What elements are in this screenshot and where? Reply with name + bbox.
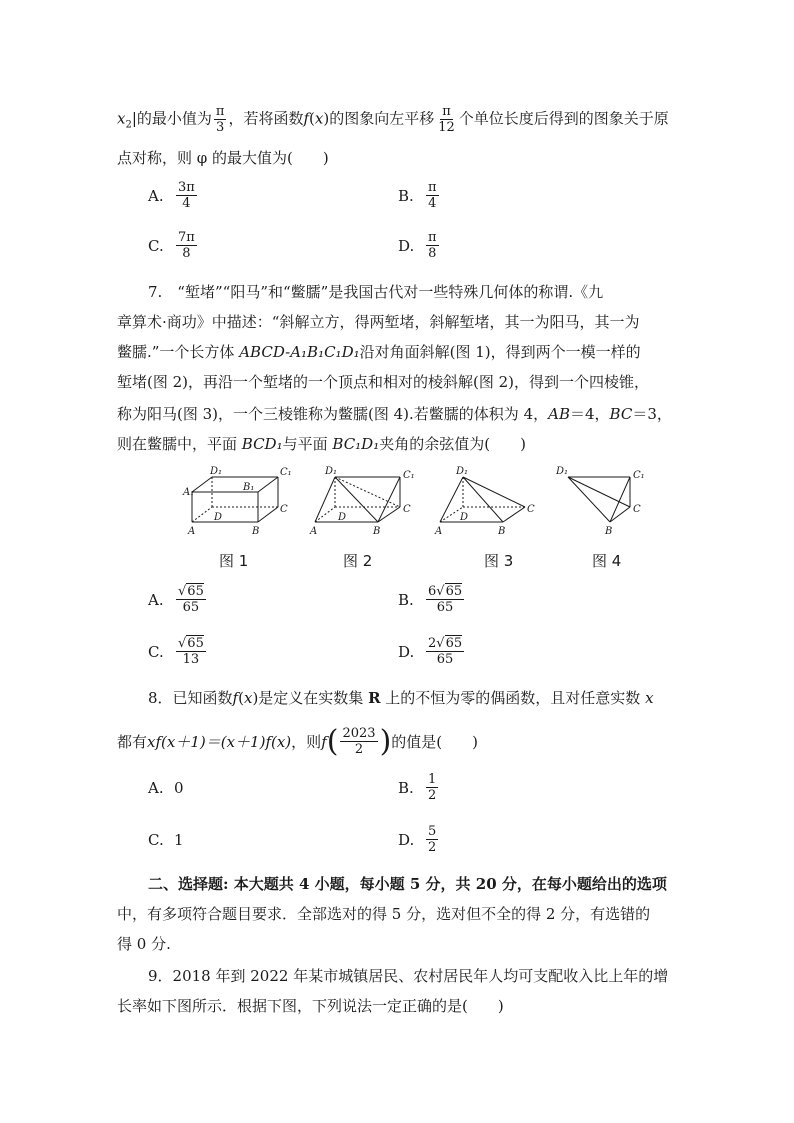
- text: ＝4，: [569, 405, 610, 423]
- radicand: 65: [445, 636, 463, 651]
- math-var: x: [243, 689, 253, 707]
- text: 与平面: [282, 435, 333, 453]
- fraction-den: 13: [182, 652, 200, 667]
- figure-caption-2: 图 2: [343, 552, 373, 570]
- q7-line-1: 7. “堑堵”“阳马”和“鳖臑”是我国古代对一些特殊几何体的称谓.《九: [148, 283, 604, 301]
- q7-option-c[interactable]: [148, 636, 208, 667]
- label-d: D: [338, 512, 347, 523]
- fraction: [176, 636, 206, 667]
- fraction-den: 65: [436, 652, 454, 667]
- figure-1: [192, 477, 278, 522]
- math-sub: 2: [125, 119, 132, 131]
- text: 都有: [117, 732, 148, 751]
- q9-line-1: 9．2018 年到 2022 年某市城镇居民、农村居民年人均可支配收入比上年的增: [148, 967, 669, 985]
- label-a: A: [435, 526, 443, 537]
- option-label: B.: [398, 778, 414, 797]
- label-c1: C₁: [633, 470, 645, 481]
- text: ，则: [291, 732, 322, 751]
- fraction-den: 65: [436, 600, 454, 615]
- fraction-num: π: [428, 180, 437, 195]
- option-label: D.: [398, 642, 415, 661]
- option-label: D.: [398, 236, 415, 255]
- fraction: [340, 726, 377, 757]
- text: |的最小值为: [131, 109, 212, 128]
- fraction-den: 4: [428, 196, 437, 211]
- q6-option-c[interactable]: [148, 230, 199, 261]
- fraction-den: 4: [182, 196, 191, 211]
- math-expr: xf(x＋1)＝(x＋1)f(x): [147, 732, 292, 751]
- option-label: C.: [148, 642, 164, 661]
- section2-line-1: [148, 874, 667, 894]
- fraction-den: 2: [428, 788, 437, 803]
- section-title: 二、选择题:: [148, 875, 229, 893]
- q7-line-2: 章算术·商功》中描述：“斜解立方，得两堑堵，斜解堑堵，其一为阳马，其一为: [117, 313, 640, 331]
- label-b: B: [605, 526, 613, 537]
- fraction: [426, 824, 438, 855]
- option-label: C.: [148, 236, 164, 255]
- label-d1: D₁: [556, 466, 569, 477]
- text: 称为阳马(图 3)，一个三棱锥称为鳖臑(图 4).若鳖臑的体积为 4，: [117, 405, 549, 423]
- q7-option-b[interactable]: [398, 584, 466, 615]
- fraction-den: 8: [182, 246, 191, 261]
- figure-2: [315, 477, 400, 522]
- text: 上的不恒为零的偶函数，且对任意实数: [380, 689, 646, 707]
- text: 则在鳖臑中，平面: [117, 435, 242, 453]
- fraction-num: √65: [178, 584, 204, 599]
- fraction-den: 65: [182, 600, 200, 615]
- label-a: A: [188, 526, 196, 537]
- q7-line-6: [117, 434, 526, 454]
- math-var: x: [314, 109, 324, 128]
- q8-option-c[interactable]: [148, 830, 184, 850]
- math-var: f: [321, 732, 327, 751]
- q8-option-d[interactable]: [398, 824, 440, 855]
- figure-caption-1: 图 1: [219, 552, 249, 570]
- figure-caption-3: 图 3: [484, 552, 514, 570]
- label-b: B: [252, 526, 260, 537]
- text: 个单位长度后得到的图象关于原: [458, 109, 669, 128]
- text: )的图象向左平移: [323, 109, 435, 128]
- fraction-den: 12: [438, 120, 455, 135]
- q6-option-b[interactable]: [398, 180, 441, 211]
- label-b: B: [373, 526, 381, 537]
- section-text: 在每小题给出的选项: [531, 875, 667, 893]
- q7-line-3: [117, 342, 641, 362]
- fraction-den: 8: [428, 246, 437, 261]
- label-c1: C₁: [280, 467, 292, 478]
- fraction: [426, 584, 464, 615]
- label-c: C: [633, 504, 641, 515]
- radicand: 65: [187, 584, 204, 599]
- fraction: [176, 584, 206, 615]
- fraction: [176, 230, 197, 261]
- fraction: [436, 104, 457, 135]
- label-d1: D₁: [456, 466, 469, 477]
- label-b: B: [498, 526, 506, 537]
- coef: 6: [428, 584, 437, 599]
- q8-line-1: [148, 688, 654, 708]
- text: (: [238, 689, 244, 707]
- fraction: [426, 636, 464, 667]
- figure-4: [568, 477, 630, 522]
- label-d: D: [460, 512, 469, 523]
- figure-caption-4: 图 4: [592, 552, 622, 570]
- fraction-num: 3π: [178, 180, 195, 195]
- fraction-den: 2: [354, 742, 364, 757]
- text: (: [309, 109, 315, 128]
- option-label: B.: [398, 590, 414, 609]
- option-label: A.: [148, 590, 164, 609]
- q6-line-2: 点对称，则 φ 的最大值为( ): [117, 149, 329, 167]
- fraction: [426, 180, 439, 211]
- fraction: [426, 772, 438, 803]
- fraction-den: 2: [428, 840, 437, 855]
- math-var: x: [117, 109, 126, 128]
- q7-figures: [170, 462, 650, 546]
- option-label: C.: [148, 831, 164, 849]
- q9-line-2: 长率如下图所示．根据下图，下列说法一定正确的是( ): [117, 997, 504, 1015]
- label-d1: D₁: [210, 466, 223, 477]
- text: 8．已知函数: [148, 689, 233, 707]
- fraction: [426, 230, 439, 261]
- math-set: R: [368, 689, 381, 707]
- figure-3: [440, 477, 525, 522]
- label-c: C: [280, 504, 288, 515]
- label-c1: C₁: [403, 470, 415, 481]
- math-var: x: [645, 689, 654, 707]
- fraction-num: √65: [178, 636, 204, 651]
- label-a1: A₁: [183, 487, 195, 498]
- text: 沿对角面斜解(图 1)，得到两个一模一样的: [359, 343, 641, 361]
- label-a: A: [310, 526, 318, 537]
- option-label: B.: [398, 186, 414, 205]
- text: ，若将函数: [228, 109, 304, 128]
- q6-option-d[interactable]: [398, 230, 441, 261]
- math-var: BC: [609, 405, 633, 423]
- option-value: 0: [174, 779, 184, 797]
- section2-line-2: 中，有多项符合题目要求．全部选对的得 5 分，选对但不全的得 2 分，有选错的: [117, 905, 651, 923]
- q6-option-a[interactable]: [148, 180, 199, 211]
- label-d1: D₁: [325, 466, 338, 477]
- fraction-num: 5: [428, 824, 437, 839]
- paren-left: (: [326, 723, 339, 759]
- label-d: D: [214, 512, 223, 523]
- option-label: D.: [398, 830, 415, 849]
- text: ＝3，: [632, 405, 672, 423]
- paren-right: ): [379, 723, 392, 759]
- option-value: 1: [174, 831, 184, 849]
- radicand: 65: [187, 636, 204, 651]
- q7-line-4: 堑堵(图 2)，再沿一个堑堵的一个顶点和相对的棱斜解(图 2)，得到一个四棱锥，: [117, 373, 650, 391]
- coef: 2: [428, 636, 437, 651]
- text: 夹角的余弦值为( ): [379, 435, 526, 453]
- fraction-num: 7π: [178, 230, 195, 245]
- fraction-den: 3: [216, 120, 225, 135]
- text: 的值是( ): [391, 732, 478, 751]
- math-expr: BC₁D₁: [332, 435, 380, 453]
- q6-line-1: [117, 104, 669, 136]
- option-label: A.: [148, 186, 164, 205]
- q7-option-a[interactable]: [148, 584, 208, 615]
- fraction-num: 2√65: [428, 636, 463, 651]
- fraction: [214, 104, 227, 135]
- section-text: 本大题共 4 小题，每小题 5 分，共 20 分，: [228, 875, 532, 893]
- q8-option-a[interactable]: [148, 778, 184, 798]
- section2-line-3: 得 0 分.: [117, 935, 171, 953]
- q7-option-d[interactable]: [398, 636, 466, 667]
- label-c: C: [527, 504, 535, 515]
- math-expr: ABCD-A₁B₁C₁D₁: [239, 343, 360, 361]
- q8-line-2: [117, 723, 478, 759]
- option-label: A.: [148, 779, 164, 797]
- fraction-num: 6√65: [428, 584, 463, 599]
- label-c: C: [403, 504, 411, 515]
- fraction-num: π: [215, 104, 225, 119]
- fraction: [176, 180, 197, 211]
- text: 鳖臑.”一个长方体: [117, 343, 240, 361]
- q8-option-b[interactable]: [398, 772, 440, 803]
- fraction-num: 2023: [342, 726, 376, 741]
- fraction-num: π: [428, 230, 437, 245]
- math-var: f: [232, 689, 239, 707]
- text: )是定义在实数集: [252, 689, 369, 707]
- q7-line-5: [117, 404, 672, 424]
- math-var: f: [303, 109, 310, 128]
- math-expr: BCD₁: [241, 435, 283, 453]
- math-var: AB: [548, 405, 570, 423]
- radicand: 65: [445, 584, 463, 599]
- fraction-num: 1: [428, 772, 437, 787]
- fraction-num: π: [442, 104, 451, 119]
- label-b1: B₁: [243, 482, 255, 493]
